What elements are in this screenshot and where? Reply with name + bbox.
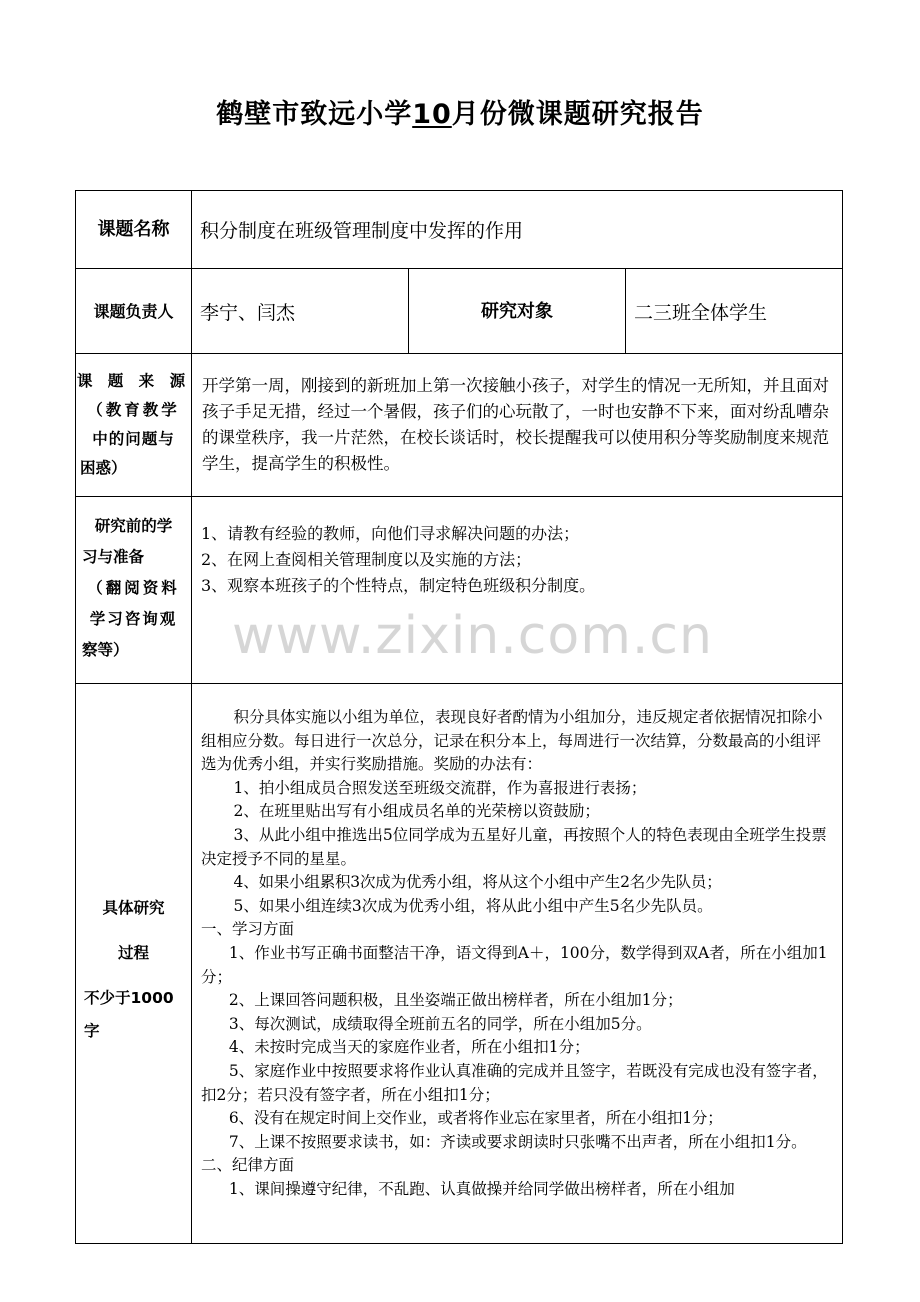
row-process xyxy=(76,684,843,1244)
row-topic xyxy=(76,191,843,269)
list-item: 7、上课不按照要求读书，如：齐读或要求朗读时只张嘴不出声者，所在小组扣1分。 xyxy=(228,1132,807,1151)
process-label-line: 具体研究 xyxy=(102,899,165,917)
list-item: 3、从此小组中推选出5位同学成为五星好儿童，再按照个人的特色表现由全班学生投票决定授予不同的星星。 xyxy=(201,825,827,868)
list-item: 4、如果小组累积3次成为优秀小组，将从这个小组中产生2名少先队员； xyxy=(233,873,722,892)
list-item: 4、未按时完成当天的家庭作业者，所在小组扣1分； xyxy=(228,1038,590,1057)
section-heading: 二、纪律方面 xyxy=(201,1156,295,1175)
section-heading: 一、学习方面 xyxy=(201,920,295,939)
list-item: 5、如果小组连续3次成为优秀小组，将从此小组中产生5名少先队员。 xyxy=(233,896,713,915)
watermark: www.zixin.com.cn xyxy=(232,606,713,666)
preparation-label-line: 学习咨询观 xyxy=(89,610,178,628)
preparation-label-line: （翻阅资料 xyxy=(87,579,180,597)
process-content xyxy=(192,684,843,1244)
source-label-line: 困惑） xyxy=(80,459,127,477)
list-item: 1、作业书写正确书面整洁干净，语文得到A＋，100分，数学得到双A者，所在小组加1分； xyxy=(201,943,828,986)
object-label: 研究对象 xyxy=(409,269,626,354)
report-table xyxy=(75,190,843,1244)
topic-label: 课题名称 xyxy=(76,191,192,269)
list-item: 2、在网上查阅相关管理制度以及实施的方法； xyxy=(201,550,532,569)
row-leaders xyxy=(76,269,843,354)
list-item: 3、观察本班孩子的个性特点，制定特色班级积分制度。 xyxy=(201,576,596,595)
leaders-label: 课题负责人 xyxy=(76,269,192,354)
list-item: 5、家庭作业中按照要求将作业认真准确的完成并且签字，若既没有完成也没有签字者，扣2分；若只没有签字者，所在小组扣1分； xyxy=(201,1061,828,1104)
page-title: 鹤壁市致远小学10月份微课题研究报告 xyxy=(216,99,704,130)
source-text: 开学第一周，刚接到的新班加上第一次接触小孩子，对学生的情况一无所知，并且面对孩子手足无措，经过一个暑假，孩子们的心玩散了，一时也安静不下来，面对纷乱嘈杂的课堂秩序，我一片茫然，在校长谈话时，校长提醒我可以使用积分等奖励制度来规范学生，提高学生的积极性。 xyxy=(192,354,843,497)
paragraph: 积分具体实施以小组为单位，表现良好者酌情为小组加分，违反规定者依据情况扣除小组相应分数。每日进行一次总分，记录在积分本上，每周进行一次结算，分数最高的小组评选为优秀小组，并实行奖励措施。奖励的办法有： xyxy=(201,708,823,774)
topic-value: 积分制度在班级管理制度中发挥的作用 xyxy=(192,191,843,269)
preparation-label-line: 习与准备 xyxy=(82,548,145,566)
source-label xyxy=(76,354,192,497)
source-label-line: （教育教学 xyxy=(87,401,180,419)
list-item: 1、请教有经验的教师，向他们寻求解决问题的办法； xyxy=(201,524,580,543)
process-label-line: 不少于1000 xyxy=(84,989,174,1007)
list-item: 1、课间操遵守纪律，不乱跑、认真做操并给同学做出榜样者，所在小组加 xyxy=(228,1179,735,1198)
preparation-label-line: 察等） xyxy=(82,641,129,659)
leaders-value: 李宁、闫杰 xyxy=(192,269,409,354)
preparation-label xyxy=(76,497,192,684)
list-item: 3、每次测试，成绩取得全班前五名的同学，所在小组加5分。 xyxy=(228,1014,652,1033)
row-source xyxy=(76,354,843,497)
source-label-line: 课 题 来 源 xyxy=(76,372,191,390)
list-item: 2、上课回答问题积极，且坐姿端正做出榜样者，所在小组加1分； xyxy=(228,991,683,1010)
process-label-line: 过程 xyxy=(117,944,149,962)
preparation-label-line: 研究前的学 xyxy=(94,517,173,535)
list-item: 6、没有在规定时间上交作业，或者将作业忘在家里者，所在小组扣1分； xyxy=(228,1109,723,1128)
process-label-line: 字 xyxy=(84,1022,100,1040)
process-label xyxy=(76,684,192,1244)
list-item: 2、在班里贴出写有小组成员名单的光荣榜以资鼓励； xyxy=(233,802,600,821)
list-item: 1、拍小组成员合照发送至班级交流群，作为喜报进行表扬； xyxy=(233,778,647,797)
source-label-line: 中的问题与 xyxy=(92,430,175,448)
object-value: 二三班全体学生 xyxy=(626,269,843,354)
